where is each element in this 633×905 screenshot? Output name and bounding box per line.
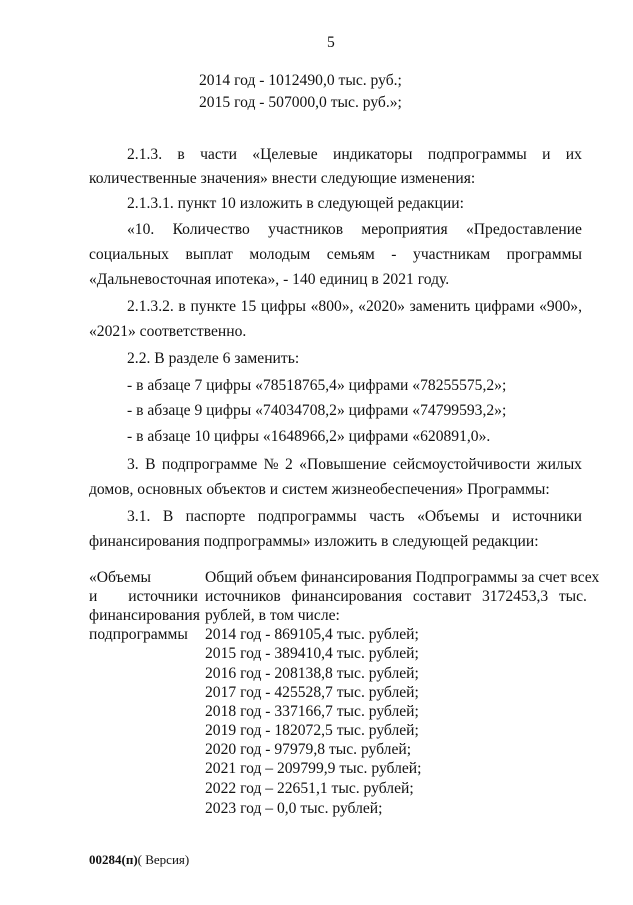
item-10-line1 [127,221,582,239]
word: семьям [326,246,375,263]
paragraph-2-1-3-line2: количественные значения» внести следующие изменения: [89,170,476,187]
word: 3.1. [127,508,151,525]
word: часть [369,508,405,525]
word: - [391,246,397,263]
word: подпрограммы [427,146,527,163]
document-version: ( Версия) [137,852,190,867]
word: «900», [539,298,582,315]
word: 2.1.3. [127,146,163,163]
word: В [145,456,156,473]
paragraph-3-line2: домов, основных объектов и систем жизнеобеспечения» Программы: [89,481,550,498]
word: Количество [172,221,250,238]
funding-year-line: 2023 год – 0,0 тыс. рублей; [205,800,383,817]
word: жилых [536,456,582,473]
word: источников [205,588,281,605]
funding-year-line: 2018 год - 337166,7 тыс. рублей; [205,703,419,720]
funding-year-line: 2019 год - 182072,5 тыс. рублей; [205,722,419,739]
paragraph-2-1-3-2-line2: «2021» соответственно. [89,323,247,340]
word: 15 [240,298,257,315]
word: финансирования [291,588,403,605]
word: подпрограмме [161,456,258,473]
word: части [200,146,237,163]
funding-year-line: 2016 год - 208138,8 тыс. рублей; [205,665,419,682]
top-line-2014: 2014 год - 1012490,0 тыс. руб.; [199,72,402,89]
funding-year-line: 2020 год - 97979,8 тыс. рублей; [205,741,412,758]
table-right-line3: рублей, в том числе: [205,607,340,624]
word: 2 [284,456,293,473]
word: сейсмоустойчивости [392,456,531,473]
word: источники [128,588,198,605]
word: и [89,588,98,605]
word: «10. [127,221,155,238]
paragraph-2-1-3-1: 2.1.3.1. пункт 10 изложить в следующей редакции: [127,195,464,212]
funding-year-line: 2022 год – 22651,1 тыс. рублей; [205,780,414,797]
word: «Предоставление [465,221,582,238]
table-left-line2 [89,588,198,606]
word: мероприятия [361,221,448,238]
word: подпрограммы [257,508,357,525]
word: программы [506,246,582,263]
table-right-line2 [205,588,587,606]
word: участников [268,221,344,238]
word: и [491,508,500,525]
word: участникам [413,246,491,263]
word: в [178,298,186,315]
word: источники [512,508,582,525]
item-10-line2 [89,246,582,264]
funding-year-line: 2014 год - 869105,4 тыс. рублей; [205,626,419,643]
word: «Объемы [417,508,480,525]
word: 3172453,3 [481,588,549,605]
word: цифрами [474,298,535,315]
word: социальных [89,246,169,263]
word: № [263,456,279,473]
paragraph-2-2: 2.2. В разделе 6 заменить: [127,350,300,367]
bullet-item: - в абзаце 9 цифры «74034708,2» цифрами «74799593,2»; [127,402,507,419]
word: молодым [249,246,311,263]
bullet-item: - в абзаце 10 цифры «1648966,2» цифрами «620891,0». [127,428,491,445]
paragraph-3-line1 [127,456,582,474]
word: заменить [409,298,471,315]
top-line-2015: 2015 год - 507000,0 тыс. руб.»; [199,94,402,111]
word: «2020» [358,298,405,315]
word: «800», [310,298,354,315]
word: 2.1.3.2. [127,298,174,315]
funding-year-line: 2017 год - 425528,7 тыс. рублей; [205,684,419,701]
word: В [162,508,174,525]
word: «Повышение [299,456,387,473]
word: «Целевые [252,146,318,163]
word: индикаторы [333,146,413,163]
document-code: 00284(п) [89,852,138,867]
paragraph-3-1-line1 [127,508,582,526]
table-left-line1: «Объемы [89,569,151,586]
bullet-item: - в абзаце 7 цифры «78518765,4» цифрами «78255575,2»; [127,377,507,394]
table-right-line1: Общий объем финансирования Подпрограммы за счет всех [205,569,600,586]
word: их [565,146,582,163]
word: паспорте [185,508,246,525]
paragraph-3-1-line2: финансирования подпрограммы» изложить в следующей редакции: [89,533,539,550]
word: в [177,146,185,163]
item-10-line3: «Дальневосточная ипотека», - 140 единиц в 2021 году. [89,271,450,288]
word: выплат [185,246,233,263]
document-footer [89,851,189,869]
word: и [542,146,551,163]
word: пункте [190,298,237,315]
paragraph-2-1-3-2-line1 [127,298,582,316]
word: цифры [260,298,306,315]
word: 3. [127,456,139,473]
funding-year-line: 2015 год - 389410,4 тыс. рублей; [205,645,419,662]
word: составит [412,588,472,605]
table-left-line3: финансирования [89,607,200,624]
word: тыс. [558,588,587,605]
funding-year-line: 2021 год – 209799,9 тыс. рублей; [205,760,422,777]
paragraph-2-1-3-line1 [127,146,582,164]
page-number: 5 [327,34,335,51]
table-left-line4: подпрограммы [89,626,188,643]
